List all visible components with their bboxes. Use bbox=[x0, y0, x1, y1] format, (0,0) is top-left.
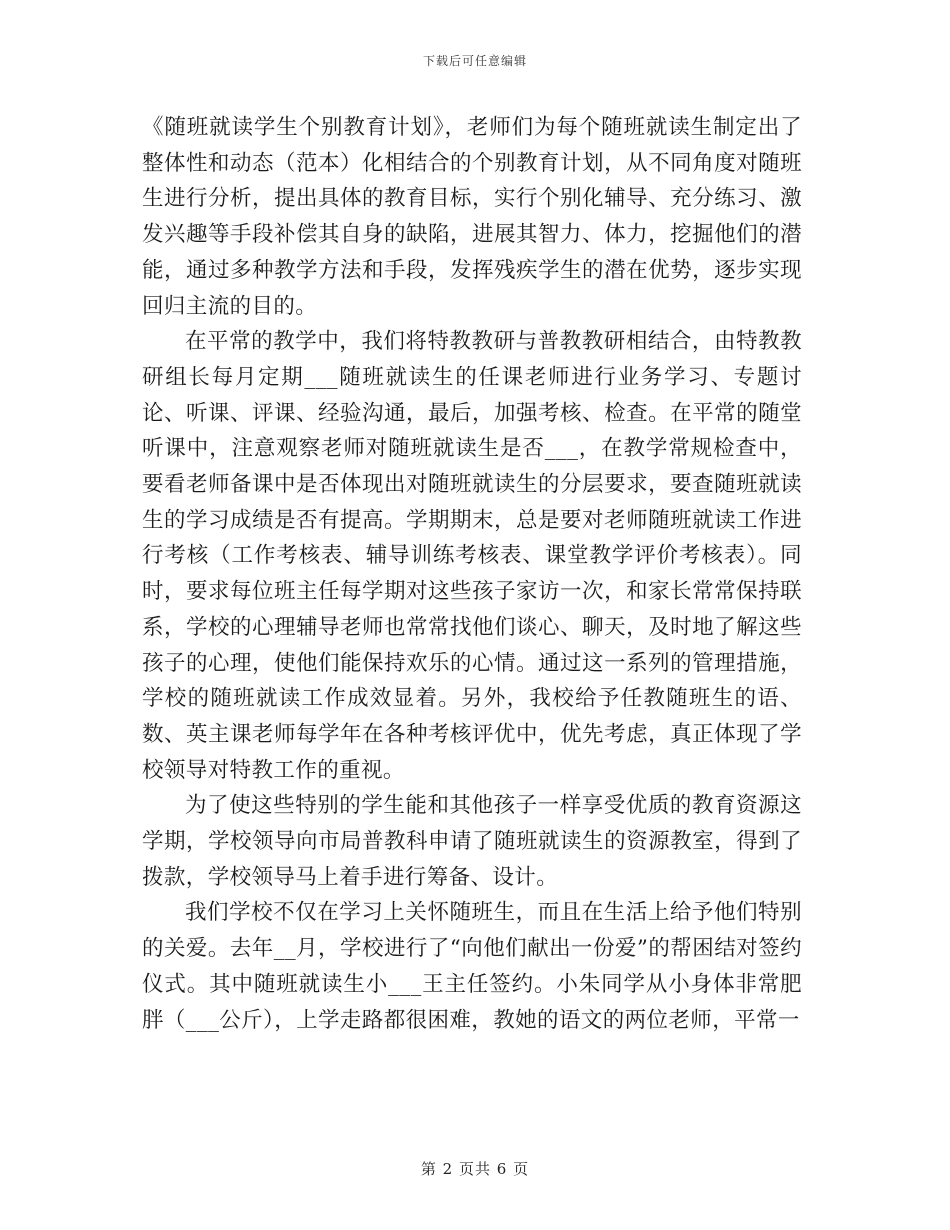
paragraph-1: 《随班就读学生个别教育计划》，老师们为每个随班就读生制定出了整体性和动态（范本）化相结合的个别教育计划，从不同角度对随班生进行分析，提出具体的教育目标，实行个别化辅导、充分练习、激发兴趣等手段补偿其自身的缺陷，进展其智力、体力，挖掘他们的潜能，通过多种教学方法和手段，发挥残疾学生的潜在优势，逐步实现回归主流的目的。 bbox=[142, 115, 802, 319]
page-header: 下载后可任意编辑 bbox=[422, 54, 527, 68]
document-body bbox=[142, 110, 802, 1038]
paragraph-4: 我们学校不仅在学习上关怀随班生，而且在生活上给予他们特别的关爱。去年__月，学校进行了“向他们献出一份爱”的帮困结对签约仪式。其中随班就读生小___王主任签约。小朱同学从小身体非常肥胖（___公斤），上学走路都很困难，教她的语文的两位老师，平常一 bbox=[142, 900, 802, 1033]
page-footer: 第 2 页共 6 页 bbox=[420, 1160, 530, 1178]
paragraph-2: 在平常的教学中，我们将特教教研与普教教研相结合，由特教教研组长每月定期___随班就读生的任课老师进行业务学习、专题讨论、听课、评课、经验沟通，最后，加强考核、检查。在平常的随堂听课中，注意观察老师对随班就读生是否___，在教学常规检查中，要看老师备课中是否体现出对随班就读生的分层要求，要查随班就读生的学习成绩是否有提高。学期期末，总是要对老师随班就读工作进行考核（工作考核表、辅导训练考核表、课堂教学评价考核表）。同时，要求每位班主任每学期对这些孩子家访一次，和家长常常保持联系，学校的心理辅导老师也常常找他们谈心、聊天，及时地了解这些孩子的心理，使他们能保持欢乐的心情。通过这一系列的管理措施，学校的随班就读工作成效显着。另外，我校给予任教随班生的语、数、英主课老师每学年在各种考核评优中，优先考虑，真正体现了学校领导对特教工作的重视。 bbox=[142, 329, 802, 783]
paragraph-3: 为了使这些特别的学生能和其他孩子一样享受优质的教育资源这学期，学校领导向市局普教科申请了随班就读生的资源教室，得到了拨款，学校领导马上着手进行筹备、设计。 bbox=[142, 793, 802, 890]
